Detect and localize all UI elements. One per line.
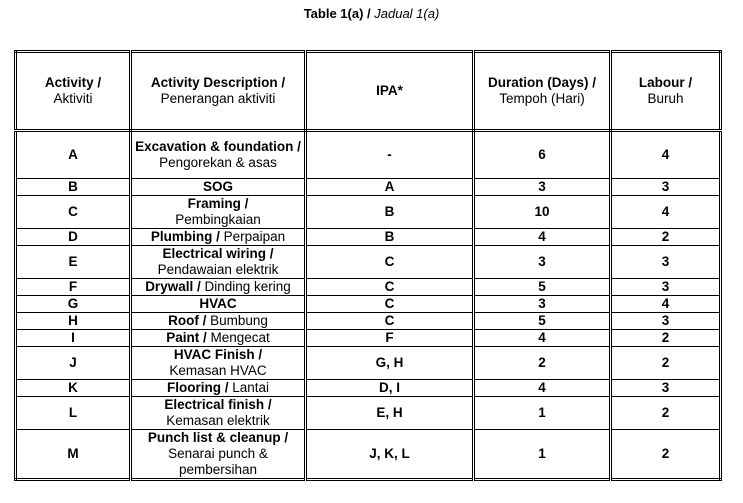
activity-cell: D xyxy=(16,229,131,246)
duration-cell: 5 xyxy=(474,279,611,296)
ipa-cell: C xyxy=(306,246,474,279)
table-row xyxy=(16,313,721,330)
caption-malay: Jadual 1(a) xyxy=(374,6,440,21)
duration-cell: 4 xyxy=(474,229,611,246)
header-labour: Labour / Buruh xyxy=(611,52,721,131)
labour-cell: 2 xyxy=(611,430,721,480)
labour-cell: 4 xyxy=(611,196,721,229)
duration-cell: 2 xyxy=(474,347,611,380)
ipa-cell: - xyxy=(306,131,474,179)
activity-cell: C xyxy=(16,196,131,229)
activity-cell: H xyxy=(16,313,131,330)
description-cell: Drywall / Dinding kering xyxy=(131,279,306,296)
activity-cell: F xyxy=(16,279,131,296)
duration-cell: 1 xyxy=(474,430,611,480)
table-row xyxy=(16,279,721,296)
ipa-cell: B xyxy=(306,196,474,229)
header-ipa: IPA* xyxy=(306,52,474,131)
labour-cell: 2 xyxy=(611,347,721,380)
table-row xyxy=(16,397,721,430)
caption-english: Table 1(a) / xyxy=(303,6,371,21)
table-caption xyxy=(0,5,743,23)
activity-cell: A xyxy=(16,131,131,179)
duration-cell: 3 xyxy=(474,179,611,196)
ipa-cell: E, H xyxy=(306,397,474,430)
activity-table xyxy=(14,50,722,481)
description-cell: Excavation & foundation / Pengorekan & asas xyxy=(131,131,306,179)
description-cell: Flooring / Lantai xyxy=(131,380,306,397)
header-row xyxy=(16,52,721,131)
labour-cell: 3 xyxy=(611,313,721,330)
labour-cell: 4 xyxy=(611,296,721,313)
ipa-cell: B xyxy=(306,229,474,246)
labour-cell: 3 xyxy=(611,279,721,296)
ipa-cell: D, I xyxy=(306,380,474,397)
activity-cell: L xyxy=(16,397,131,430)
description-cell: Electrical wiring / Pendawaian elektrik xyxy=(131,246,306,279)
description-cell: Electrical finish / Kemasan elektrik xyxy=(131,397,306,430)
table-row xyxy=(16,347,721,380)
activity-cell: I xyxy=(16,330,131,347)
labour-cell: 3 xyxy=(611,179,721,196)
activity-cell: G xyxy=(16,296,131,313)
header-duration: Duration (Days) / Tempoh (Hari) xyxy=(474,52,611,131)
table-row xyxy=(16,296,721,313)
labour-cell: 3 xyxy=(611,246,721,279)
activity-cell: K xyxy=(16,380,131,397)
duration-cell: 3 xyxy=(474,246,611,279)
ipa-cell: F xyxy=(306,330,474,347)
header-description: Activity Description / Penerangan aktiviti xyxy=(131,52,306,131)
ipa-cell: C xyxy=(306,279,474,296)
activity-cell: E xyxy=(16,246,131,279)
table-row xyxy=(16,330,721,347)
labour-cell: 3 xyxy=(611,380,721,397)
description-cell: SOG xyxy=(131,179,306,196)
ipa-cell: G, H xyxy=(306,347,474,380)
table-row xyxy=(16,179,721,196)
duration-cell: 1 xyxy=(474,397,611,430)
activity-cell: B xyxy=(16,179,131,196)
duration-cell: 5 xyxy=(474,313,611,330)
duration-cell: 10 xyxy=(474,196,611,229)
ipa-cell: C xyxy=(306,313,474,330)
description-cell: Plumbing / Perpaipan xyxy=(131,229,306,246)
description-cell: Punch list & cleanup / Senarai punch & pembersihan xyxy=(131,430,306,480)
table-row xyxy=(16,246,721,279)
table-row xyxy=(16,196,721,229)
activity-cell: M xyxy=(16,430,131,480)
labour-cell: 2 xyxy=(611,330,721,347)
labour-cell: 2 xyxy=(611,229,721,246)
table-row xyxy=(16,380,721,397)
table-row xyxy=(16,131,721,179)
duration-cell: 6 xyxy=(474,131,611,179)
ipa-cell: J, K, L xyxy=(306,430,474,480)
ipa-cell: C xyxy=(306,296,474,313)
description-cell: Framing / Pembingkaian xyxy=(131,196,306,229)
duration-cell: 4 xyxy=(474,330,611,347)
description-cell: HVAC xyxy=(131,296,306,313)
labour-cell: 4 xyxy=(611,131,721,179)
ipa-cell: A xyxy=(306,179,474,196)
table-row xyxy=(16,229,721,246)
duration-cell: 4 xyxy=(474,380,611,397)
header-activity: Activity / Aktiviti xyxy=(16,52,131,131)
description-cell: Paint / Mengecat xyxy=(131,330,306,347)
duration-cell: 3 xyxy=(474,296,611,313)
description-cell: HVAC Finish / Kemasan HVAC xyxy=(131,347,306,380)
description-cell: Roof / Bumbung xyxy=(131,313,306,330)
labour-cell: 2 xyxy=(611,397,721,430)
table-row xyxy=(16,430,721,480)
activity-cell: J xyxy=(16,347,131,380)
